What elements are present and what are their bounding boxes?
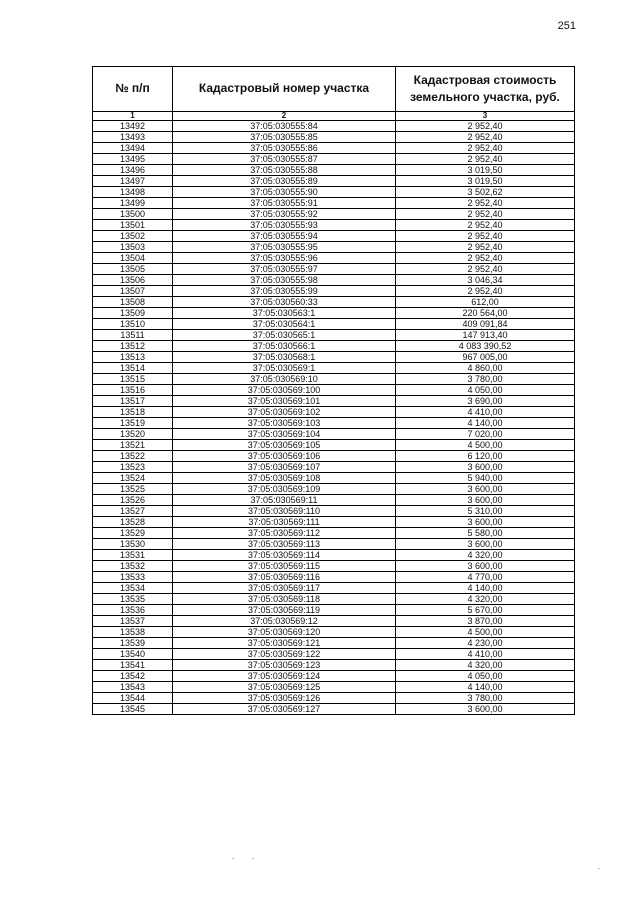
cadastral-number-cell: 37:05:030569:121 [173,638,396,649]
cadastral-value-cell: 5 310,00 [396,506,575,517]
row-index-cell: 13501 [93,220,173,231]
cadastral-number-cell: 37:05:030569:127 [173,704,396,715]
cadastral-number-cell: 37:05:030569:126 [173,693,396,704]
cadastral-value-cell: 4 320,00 [396,550,575,561]
row-index-cell: 13523 [93,462,173,473]
header-row [93,67,575,112]
cadastral-value-cell: 4 083 390,52 [396,341,575,352]
row-index-cell: 13524 [93,473,173,484]
cadastral-value-cell: 4 050,00 [396,671,575,682]
cadastral-number-cell: 37:05:030569:115 [173,561,396,572]
row-index-cell: 13514 [93,363,173,374]
header-cadastral-value: Кадастровая стоимость земельного участка, руб. [396,67,575,112]
cadastre-table [92,66,575,715]
row-index-cell: 13499 [93,198,173,209]
table-row [93,660,575,671]
cadastral-value-cell: 4 320,00 [396,594,575,605]
row-index-cell: 13540 [93,649,173,660]
cadastral-value-cell: 3 600,00 [396,484,575,495]
header-index: № п/п [93,67,173,112]
row-index-cell: 13507 [93,286,173,297]
table-row [93,352,575,363]
cadastral-value-cell: 147 913,40 [396,330,575,341]
cadastral-value-cell: 4 410,00 [396,649,575,660]
cadastral-number-cell: 37:05:030555:87 [173,154,396,165]
scan-speck [232,858,234,859]
scan-speck [598,868,600,869]
cadastral-number-cell: 37:05:030560:33 [173,297,396,308]
table-row [93,682,575,693]
page-number: 251 [557,20,576,32]
cadastral-value-cell: 2 952,40 [396,286,575,297]
row-index-cell: 13526 [93,495,173,506]
row-index-cell: 13539 [93,638,173,649]
row-index-cell: 13496 [93,165,173,176]
table-row [93,506,575,517]
cadastral-number-cell: 37:05:030568:1 [173,352,396,363]
cadastral-number-cell: 37:05:030569:102 [173,407,396,418]
table-row [93,275,575,286]
cadastral-number-cell: 37:05:030563:1 [173,308,396,319]
cadastral-number-cell: 37:05:030569:106 [173,451,396,462]
table-row [93,418,575,429]
cadastral-number-cell: 37:05:030569:117 [173,583,396,594]
cadastral-number-cell: 37:05:030555:84 [173,121,396,132]
table-row [93,385,575,396]
cadastral-number-cell: 37:05:030555:98 [173,275,396,286]
header-cadastral-number: Кадастровый номер участка [173,67,396,112]
cadastral-value-cell: 3 600,00 [396,517,575,528]
table-row [93,165,575,176]
cadastral-number-cell: 37:05:030569:116 [173,572,396,583]
row-index-cell: 13502 [93,231,173,242]
row-index-cell: 13510 [93,319,173,330]
cadastral-value-cell: 2 952,40 [396,132,575,143]
row-index-cell: 13494 [93,143,173,154]
cadastral-value-cell: 2 952,40 [396,198,575,209]
cadastral-value-cell: 4 230,00 [396,638,575,649]
table-row [93,649,575,660]
cadastral-value-cell: 4 320,00 [396,660,575,671]
column-number-row [93,112,575,121]
row-index-cell: 13498 [93,187,173,198]
table-row [93,484,575,495]
row-index-cell: 13541 [93,660,173,671]
row-index-cell: 13511 [93,330,173,341]
cadastral-number-cell: 37:05:030569:11 [173,495,396,506]
cadastral-value-cell: 2 952,40 [396,231,575,242]
table-row [93,572,575,583]
cadastral-value-cell: 3 600,00 [396,495,575,506]
table-row [93,528,575,539]
cadastral-value-cell: 2 952,40 [396,253,575,264]
cadastral-value-cell: 4 770,00 [396,572,575,583]
row-index-cell: 13533 [93,572,173,583]
cadastral-value-cell: 2 952,40 [396,121,575,132]
table-row [93,198,575,209]
table-row [93,143,575,154]
cadastral-number-cell: 37:05:030555:88 [173,165,396,176]
cadastral-value-cell: 2 952,40 [396,209,575,220]
table-row [93,539,575,550]
cadastral-number-cell: 37:05:030569:118 [173,594,396,605]
row-index-cell: 13506 [93,275,173,286]
column-number: 2 [173,112,396,121]
row-index-cell: 13515 [93,374,173,385]
table-row [93,462,575,473]
cadastral-number-cell: 37:05:030569:119 [173,605,396,616]
row-index-cell: 13500 [93,209,173,220]
table-row [93,374,575,385]
table-row [93,671,575,682]
table-row [93,495,575,506]
row-index-cell: 13532 [93,561,173,572]
table-row [93,308,575,319]
row-index-cell: 13519 [93,418,173,429]
row-index-cell: 13544 [93,693,173,704]
table-row [93,605,575,616]
cadastral-number-cell: 37:05:030569:122 [173,649,396,660]
cadastral-value-cell: 4 500,00 [396,440,575,451]
row-index-cell: 13516 [93,385,173,396]
cadastral-number-cell: 37:05:030569:113 [173,539,396,550]
table-row [93,594,575,605]
row-index-cell: 13543 [93,682,173,693]
cadastral-number-cell: 37:05:030569:100 [173,385,396,396]
cadastral-value-cell: 6 120,00 [396,451,575,462]
table-row [93,693,575,704]
cadastral-value-cell: 4 050,00 [396,385,575,396]
scan-speck [252,858,254,859]
cadastral-number-cell: 37:05:030569:105 [173,440,396,451]
column-number: 1 [93,112,173,121]
cadastral-number-cell: 37:05:030566:1 [173,341,396,352]
table-row [93,451,575,462]
row-index-cell: 13527 [93,506,173,517]
cadastral-value-cell: 967 005,00 [396,352,575,363]
cadastral-number-cell: 37:05:030564:1 [173,319,396,330]
table-row [93,517,575,528]
table-row [93,264,575,275]
row-index-cell: 13528 [93,517,173,528]
cadastral-number-cell: 37:05:030569:101 [173,396,396,407]
cadastral-number-cell: 37:05:030555:89 [173,176,396,187]
table-row [93,286,575,297]
cadastral-value-cell: 612,00 [396,297,575,308]
cadastral-value-cell: 4 410,00 [396,407,575,418]
cadastral-value-cell: 3 600,00 [396,539,575,550]
cadastral-value-cell: 3 870,00 [396,616,575,627]
cadastral-value-cell: 2 952,40 [396,154,575,165]
cadastral-number-cell: 37:05:030569:107 [173,462,396,473]
cadastral-value-cell: 4 140,00 [396,418,575,429]
table-row [93,231,575,242]
cadastral-number-cell: 37:05:030555:92 [173,209,396,220]
cadastral-value-cell: 409 091,84 [396,319,575,330]
row-index-cell: 13531 [93,550,173,561]
table-row [93,297,575,308]
cadastral-value-cell: 4 860,00 [396,363,575,374]
cadastral-value-cell: 5 580,00 [396,528,575,539]
cadastral-number-cell: 37:05:030569:10 [173,374,396,385]
row-index-cell: 13529 [93,528,173,539]
cadastral-value-cell: 3 780,00 [396,693,575,704]
table-row [93,407,575,418]
row-index-cell: 13493 [93,132,173,143]
table-row [93,473,575,484]
cadastral-number-cell: 37:05:030569:112 [173,528,396,539]
table-row [93,616,575,627]
row-index-cell: 13492 [93,121,173,132]
cadastral-number-cell: 37:05:030569:123 [173,660,396,671]
row-index-cell: 13497 [93,176,173,187]
cadastral-number-cell: 37:05:030555:95 [173,242,396,253]
table-row [93,220,575,231]
cadastral-value-cell: 5 940,00 [396,473,575,484]
cadastral-number-cell: 37:05:030569:12 [173,616,396,627]
table-row [93,363,575,374]
cadastral-value-cell: 3 019,50 [396,165,575,176]
cadastral-value-cell: 3 600,00 [396,561,575,572]
table-row [93,253,575,264]
cadastral-number-cell: 37:05:030555:93 [173,220,396,231]
cadastral-value-cell: 220 564,00 [396,308,575,319]
row-index-cell: 13512 [93,341,173,352]
column-number: 3 [396,112,575,121]
cadastral-value-cell: 2 952,40 [396,264,575,275]
cadastral-value-cell: 3 600,00 [396,462,575,473]
table-row [93,638,575,649]
cadastral-number-cell: 37:05:030565:1 [173,330,396,341]
cadastral-number-cell: 37:05:030569:111 [173,517,396,528]
row-index-cell: 13518 [93,407,173,418]
cadastral-number-cell: 37:05:030555:90 [173,187,396,198]
table-row [93,704,575,715]
cadastral-number-cell: 37:05:030569:120 [173,627,396,638]
table-row [93,187,575,198]
table-row [93,341,575,352]
row-index-cell: 13508 [93,297,173,308]
row-index-cell: 13495 [93,154,173,165]
row-index-cell: 13538 [93,627,173,638]
cadastral-number-cell: 37:05:030555:96 [173,253,396,264]
cadastral-number-cell: 37:05:030555:86 [173,143,396,154]
cadastral-number-cell: 37:05:030569:109 [173,484,396,495]
cadastral-value-cell: 7 020,00 [396,429,575,440]
row-index-cell: 13537 [93,616,173,627]
row-index-cell: 13513 [93,352,173,363]
cadastral-value-cell: 4 140,00 [396,583,575,594]
cadastral-number-cell: 37:05:030555:91 [173,198,396,209]
cadastral-value-cell: 3 780,00 [396,374,575,385]
cadastral-value-cell: 3 046,34 [396,275,575,286]
cadastral-number-cell: 37:05:030555:99 [173,286,396,297]
table-row [93,154,575,165]
table-body [93,121,575,715]
row-index-cell: 13530 [93,539,173,550]
table-header [93,67,575,121]
cadastral-number-cell: 37:05:030569:110 [173,506,396,517]
row-index-cell: 13509 [93,308,173,319]
row-index-cell: 13535 [93,594,173,605]
row-index-cell: 13517 [93,396,173,407]
table-row [93,319,575,330]
cadastral-number-cell: 37:05:030569:108 [173,473,396,484]
cadastral-number-cell: 37:05:030569:104 [173,429,396,440]
cadastral-number-cell: 37:05:030555:97 [173,264,396,275]
cadastral-value-cell: 3 019,50 [396,176,575,187]
row-index-cell: 13504 [93,253,173,264]
table-row [93,550,575,561]
cadastral-value-cell: 3 690,00 [396,396,575,407]
cadastral-number-cell: 37:05:030555:94 [173,231,396,242]
table-row [93,176,575,187]
row-index-cell: 13525 [93,484,173,495]
table-row [93,583,575,594]
table-row [93,627,575,638]
row-index-cell: 13505 [93,264,173,275]
cadastral-number-cell: 37:05:030569:103 [173,418,396,429]
table-row [93,396,575,407]
table-row [93,242,575,253]
row-index-cell: 13521 [93,440,173,451]
cadastral-value-cell: 4 140,00 [396,682,575,693]
row-index-cell: 13522 [93,451,173,462]
cadastral-number-cell: 37:05:030569:125 [173,682,396,693]
cadastral-number-cell: 37:05:030569:114 [173,550,396,561]
cadastral-value-cell: 3 502,62 [396,187,575,198]
row-index-cell: 13503 [93,242,173,253]
table-row [93,440,575,451]
cadastral-number-cell: 37:05:030569:1 [173,363,396,374]
table-row [93,561,575,572]
cadastral-value-cell: 3 600,00 [396,704,575,715]
row-index-cell: 13542 [93,671,173,682]
row-index-cell: 13534 [93,583,173,594]
table-row [93,132,575,143]
table-row [93,209,575,220]
table-row [93,429,575,440]
row-index-cell: 13520 [93,429,173,440]
cadastral-value-cell: 2 952,40 [396,220,575,231]
cadastral-value-cell: 2 952,40 [396,143,575,154]
cadastral-number-cell: 37:05:030555:85 [173,132,396,143]
table-row [93,121,575,132]
table-row [93,330,575,341]
cadastral-value-cell: 5 670,00 [396,605,575,616]
cadastral-value-cell: 2 952,40 [396,242,575,253]
cadastral-number-cell: 37:05:030569:124 [173,671,396,682]
cadastral-value-cell: 4 500,00 [396,627,575,638]
row-index-cell: 13545 [93,704,173,715]
row-index-cell: 13536 [93,605,173,616]
